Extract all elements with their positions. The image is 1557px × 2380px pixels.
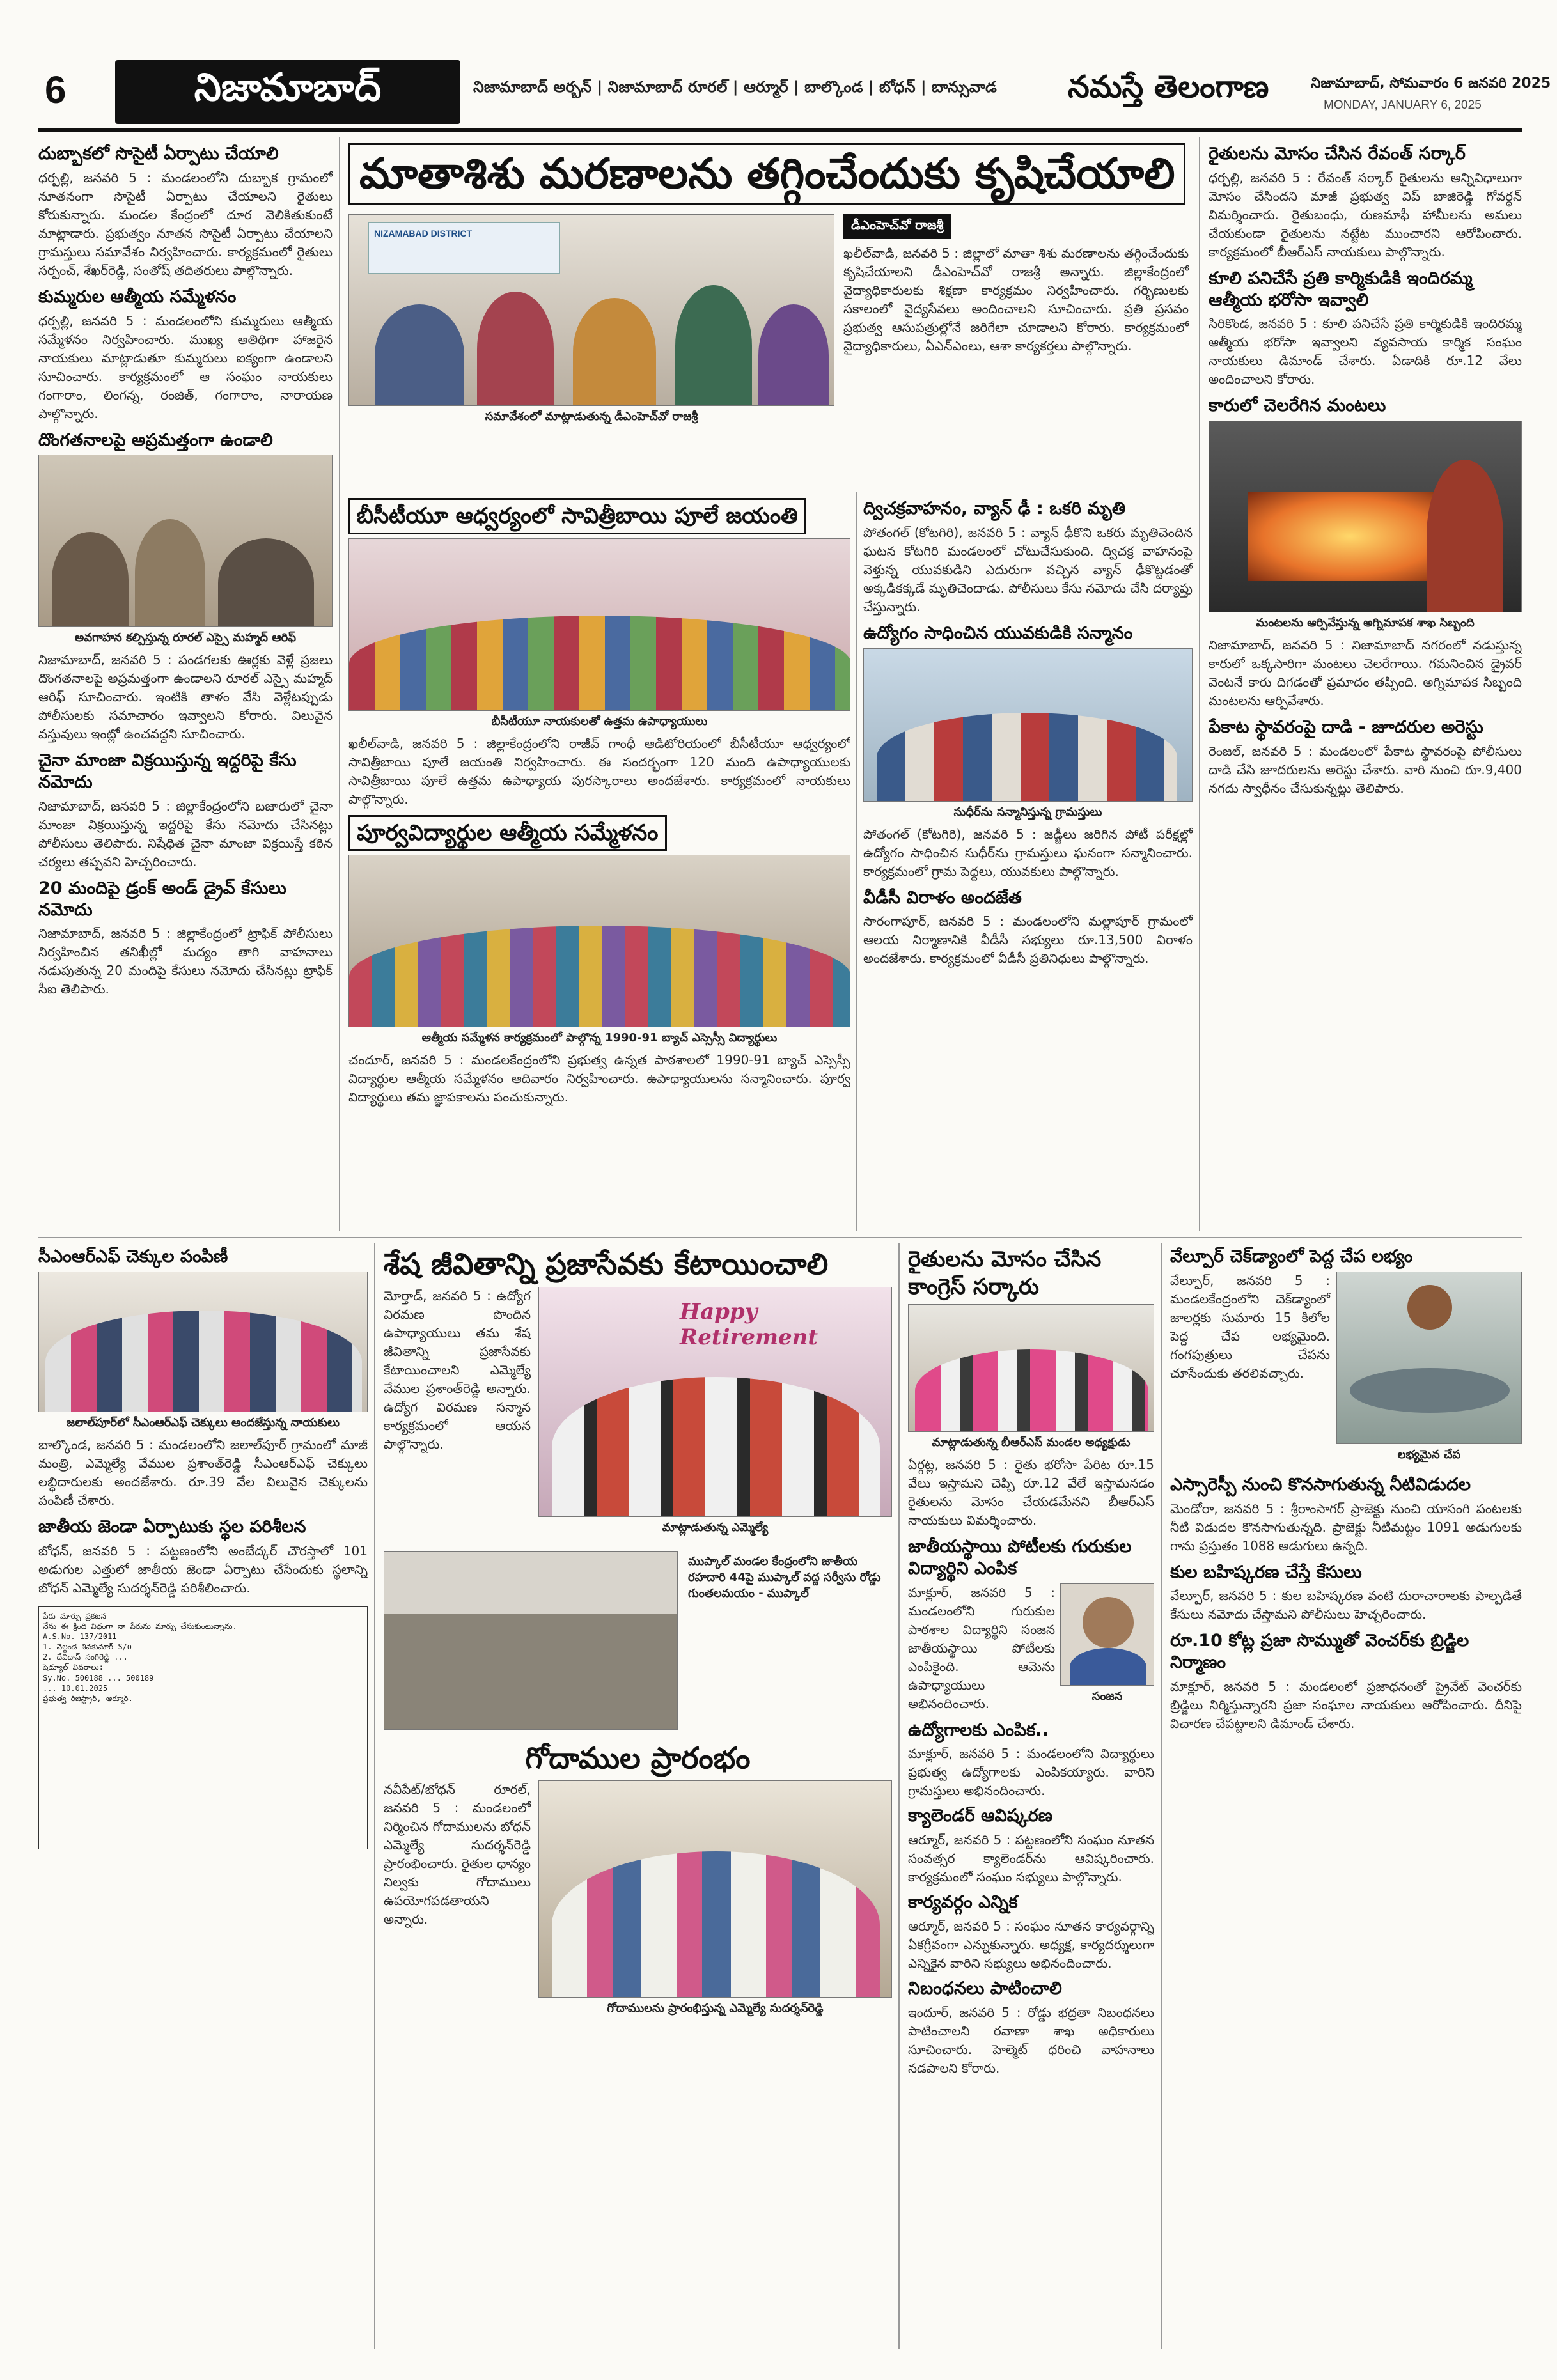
- article-body: పోతంగల్ (కోటగిరి), జనవరి 5 : వ్యాన్ ఢీకొని ఒకరు మృతిచెందిన ఘటన కోటగిరి మండలంలో చోటుచేసుకుంది. ద్విచక్ర వాహనంపై వెళ్తున్న యువకుడిని ఎదురుగా వచ్చిన వ్యాన్ ఢీకొట్టడంతో అక్కడికక్కడే మృతిచెందాడు. పోలీసులు కేసు నమోదు చేసి దర్యాప్తు చేస్తున్నారు.: [863, 524, 1193, 614]
- article-body: ఆర్మూర్, జనవరి 5 : పట్టణంలోని సంఘం నూతన సంవత్సర క్యాలెండర్‌ను ఆవిష్కరించారు. కార్యక్రమంలో సంఘం సభ్యులు పాల్గొన్నారు.: [908, 1832, 1154, 1885]
- bottom-column-1: [38, 1243, 368, 2349]
- article-body: మోర్తాడ్, జనవరి 5 : ఉద్యోగ విరమణ పొందిన ఉపాధ్యాయులు తమ శేష జీవితాన్ని ప్రజాసేవకు కేటాయించాలని ఎమ్మెల్యే వేముల ప్రశాంత్‌రెడ్డి అన్నారు. ఉద్యోగ విరమణ సన్మాన కార్యక్రమంలో ఆయన పాల్గొన్నారు.: [384, 1287, 531, 1452]
- photo-caption: సుధీర్‌ను సన్మానిస్తున్న గ్రామస్తులు: [953, 805, 1102, 819]
- article-body: నిజామాబాద్, జనవరి 5 : నిజామాబాద్ నగరంలో నడుస్తున్న కారులో ఒక్కసారిగా మంటలు చెలరేగాయి. గమనించిన డ్రైవర్ వెంటనే కారు దిగడంతో ప్రమాదం తప్పింది. అగ్నిమాపక సిబ్బంది మంటలను ఆర్పివేశారు.: [1209, 637, 1522, 708]
- photo-caption: సంజన: [1091, 1689, 1123, 1703]
- article-body: ధర్పల్లి, జనవరి 5 : మండలంలోని కుమ్మరులు ఆత్మీయ సమ్మేళనం నిర్వహించారు. ముఖ్య అతిథిగా హాజరైన నాయకులు మాట్లాడుతూ కుమ్మరులు ఐక్యంగా ఉండాలని సూచించారు. కార్యక్రమంలో ఆ సంఘం నాయకులు గంగారాం, లింగన్న, రంజిత్, గంగారాం, నారాయణ పాల్గొన్నారు.: [38, 313, 333, 421]
- article-body: వేల్పూర్, జనవరి 5 : కుల బహిష్కరణ వంటి దురాచారాలకు పాల్పడితే కేసులు నమోదు చేస్తామని పోలీసులు హెచ్చరించారు.: [1170, 1588, 1522, 1622]
- center-column: [348, 495, 850, 1231]
- right-column: [1209, 141, 1522, 1227]
- article-body: ధర్పల్లి, జనవరి 5 : రేవంత్ సర్కార్ రైతులను అన్నివిధాలుగా మోసం చేసిందని మాజీ ప్రభుత్వ విప్ బాజిరెడ్డి గోవర్ధన్ విమర్శించారు. రైతుబంధు, రుణమాఫీ హామీలను అమలు చేయకుండా రైతులను నట్టేట ముంచారని ఆరోపించారు. కార్యక్రమంలో బీఆర్‌ఎస్ నాయకులు పాల్గొన్నారు.: [1209, 169, 1522, 260]
- photo-caption: జలాల్‌పూర్‌లో సీఎంఆర్‌ఎఫ్ చెక్కులు అందజేస్తున్న నాయకులు: [67, 1415, 340, 1429]
- article-body: బోధన్, జనవరి 5 : పట్టణంలోని అంబేద్కర్ చౌరస్తాలో 101 అడుగుల ఎత్తులో జాతీయ జెండా ఏర్పాటు చేసేందుకు స్థలాన్ని బోధన్ ఎమ్మెల్యే సుదర్శన్‌రెడ్డి పరిశీలించారు.: [38, 1543, 368, 1596]
- page-number: 6: [45, 68, 67, 111]
- article-body: మాక్లూర్, జనవరి 5 : మండలంలోని విద్యార్థులు ప్రభుత్వ ఉద్యోగాలకు ఎంపికయ్యారు. వారిని గ్రామస్తులు అభినందించారు.: [908, 1746, 1154, 1799]
- headline: కుల బహిష్కరణ చేస్తే కేసులు: [1170, 1562, 1362, 1582]
- lead-headline: మాతాశిశు మరణాలను తగ్గించేందుకు కృషిచేయాలి: [348, 143, 1185, 205]
- article-body: ఏర్గట్ల, జనవరి 5 : రైతు భరోసా పేరిట రూ.15 వేలు ఇస్తామని చెప్పి రూ.12 వేలే ఇస్తామనడం రైతులను మోసం చేయడమేనని బీఆర్‌ఎస్ నాయకులు విమర్శించారు.: [908, 1457, 1154, 1528]
- headline: బీసీటీయూ ఆధ్వర్యంలో సావిత్రీబాయి పూలే జయంతి: [348, 498, 806, 534]
- article-body: పోతంగల్ (కోటగిరి), జనవరి 5 : జడ్జీలు జరిగిన పోటీ పరీక్షల్లో ఉద్యోగం సాధించిన సుధీర్‌ను గ్రామస్తులు ఘనంగా సన్మానించారు. కార్యక్రమంలో గ్రామ పెద్దలు, యువకులు పాల్గొన్నారు.: [863, 826, 1193, 879]
- section-rule: [38, 1237, 1522, 1238]
- photo-caption: ఆత్మీయ సమ్మేళన కార్యక్రమంలో పాల్గొన్న 1990-91 బ్యాచ్ ఎస్సెస్సీ విద్యార్థులు: [421, 1031, 778, 1045]
- photo-caption: ముప్కాల్ మండల కేంద్రంలోని జాతీయ రహదారి 44పై ముప్కాల్ వద్ద సర్వీసు రోడ్డు గుంతలమయం - ముప్కాల్: [688, 1554, 881, 1600]
- headline: సీఎంఆర్‌ఎఫ్ చెక్కుల పంపిణీ: [38, 1247, 228, 1266]
- article-body: ఖలీల్‌వాడి, జనవరి 5 : జిల్లాకేంద్రంలోని రాజీవ్ గాంధీ ఆడిటోరియంలో బీసీటీయూ ఆధ్వర్యంలో సావిత్రీబాయి పూలే జయంతి నిర్వహించారు. ఈ సందర్భంగా 120 మంది ఉపాధ్యాయులకు సావిత్రీబాయి పూలే ఉత్తమ ఉపాధ్యాయ పురస్కారాలు అందజేశారు. కార్యక్రమంలో నాయకులు పాల్గొన్నారు.: [348, 735, 850, 807]
- headline: దుబ్బాకలో సొసైటీ ఏర్పాటు చేయాలి: [38, 144, 279, 164]
- article-body: ఖలీల్‌వాడి, జనవరి 5 : జిల్లాలో మాతా శిశు మరణాలను తగ్గించేందుకు కృషిచేయాలని డీఎంహెచ్‌వో రాజశ్రీ అన్నారు. జిల్లాకేంద్రంలో వైద్యాధికారులకు శిక్షణా కార్యక్రమం నిర్వహించారు. గర్భిణులకు సకాలంలో వైద్యసేవలు అందించాలని సూచించారు. ప్రతి ప్రసవం ప్రభుత్వ ఆసుపత్రుల్లోనే జరిగేలా చూడాలని కోరారు. కార్యక్రమంలో వైద్యాధికారులు, ఏఎన్‌ఎంలు, ఆశా కార్యకర్తలు పాల్గొన్నారు.: [843, 245, 1189, 354]
- article-body: చందూర్, జనవరి 5 : మండలకేంద్రంలోని ప్రభుత్వ ఉన్నత పాఠశాలలో 1990-91 బ్యాచ్ ఎస్సెస్సీ విద్యార్థుల ఆత్మీయ సమ్మేళనం ఆదివారం నిర్వహించారు. ఉపాధ్యాయులను సన్మానించారు. పూర్వ విద్యార్థులు తమ జ్ఞాపకాలను పంచుకున్నారు.: [348, 1052, 850, 1105]
- subsection-list: నిజామాబాద్ అర్బన్ | నిజామాబాద్ రూరల్ | ఆర్మూర్ | బాల్కొండ | బోధన్ | బాన్సువాడ: [473, 78, 997, 96]
- article-body: ఆర్మూర్, జనవరి 5 : సంఘం నూతన కార్యవర్గాన్ని ఏకగ్రీవంగా ఎన్నుకున్నారు. అధ్యక్ష, కార్యదర్శులుగా ఎన్నికైన వారిని సభ్యులు అభినందించారు.: [908, 1918, 1154, 1971]
- headline: నిబంధనలు పాటించాలి: [908, 1978, 1062, 1998]
- column-rule: [374, 1243, 375, 2349]
- headline: వీడీసీ విరాళం అందజేత: [863, 887, 1022, 908]
- news-photo: [348, 538, 850, 711]
- headline: జాతీయ జెండా ఏర్పాటుకు స్థల పరిశీలన: [38, 1516, 306, 1537]
- photo-caption: గోదాములను ప్రారంభిస్తున్న ఎమ్మెల్యే సుదర్శన్‌రెడ్డి: [607, 2002, 824, 2015]
- article-body: మాక్లూర్, జనవరి 5 : మండలంలో ప్రజాధనంతో ప్రైవేట్ వెంచర్‌కు బ్రిడ్జిలు నిర్మిస్తున్నారని ప్రజా సంఘాల నాయకులు ఆరోపించారు. దీనిపై విచారణ చేపట్టాలని డిమాండ్ చేశారు.: [1170, 1678, 1522, 1731]
- photo-caption: సమావేశంలో మాట్లాడుతున్న డీఎంహెచ్‌వో రాజశ్రీ: [485, 409, 698, 423]
- news-photo: [863, 648, 1193, 802]
- headline: క్యాలెండర్ ఆవిష్కరణ: [908, 1806, 1053, 1826]
- student-photo: [1060, 1583, 1154, 1686]
- headline: ఎస్సారెస్పీ నుంచి కొనసాగుతున్న నీటివిడుదల: [1170, 1474, 1471, 1495]
- headline: పేకాట స్థావరంపై దాడి - జూదరుల అరెస్టు: [1209, 717, 1483, 737]
- photo-caption: మంటలను ఆర్పివేస్తున్న అగ్నిమాపక శాఖ సిబ్బంది: [1256, 616, 1475, 630]
- news-photo: [348, 855, 850, 1027]
- headline: వేల్పూర్ చెక్‌డ్యాంలో పెద్ద చేప లభ్యం: [1170, 1247, 1413, 1266]
- article-body: మాక్లూర్, జనవరి 5 : మండలంలోని గురుకుల పాఠశాల విద్యార్థిని సంజన జాతీయస్థాయి పోటీలకు ఎంపికైంది. ఆమెను ఉపాధ్యాయులు అభినందించారు.: [908, 1584, 1055, 1711]
- headline: శేష జీవితాన్ని ప్రజాసేవకు కేటాయించాలి: [384, 1247, 829, 1281]
- headline: కారులో చెలరేగిన మంటలు: [1209, 396, 1386, 416]
- date-english: MONDAY, JANUARY 6, 2025: [1324, 98, 1482, 112]
- headline: ఉద్యోగం సాధించిన యువకుడికి సన్మానం: [863, 623, 1133, 643]
- road-photo: [384, 1551, 678, 1730]
- article-body: నిజామాబాద్, జనవరి 5 : జిల్లాకేంద్రంలోని బజారులో చైనా మాంజా విక్రయిస్తున్న ఇద్దరిపై కేసు నమోదు చేసినట్లు పోలీసులు తెలిపారు. నిషేధిత చైనా మాంజా విక్రయిస్తే కఠిన చర్యలు తప్పవని హెచ్చరించారు.: [38, 798, 333, 869]
- bottom-column-3: [908, 1243, 1154, 2349]
- news-photo: [1209, 421, 1522, 612]
- right-inner-column: [863, 495, 1193, 1231]
- bottom-column-4: [1170, 1243, 1522, 2349]
- headline: జాతీయస్థాయి పోటీలకు గురుకుల విద్యార్థిని ఎంపిక: [908, 1537, 1132, 1578]
- fish-photo: [1336, 1272, 1522, 1444]
- headline: రూ.10 కోట్ల ప్రజా సొమ్ముతో వెంచర్‌కు బ్రిడ్జిల నిర్మాణం: [1170, 1631, 1469, 1672]
- photo-caption: లభ్యమైన చేప: [1397, 1447, 1461, 1461]
- left-column: [38, 141, 333, 1227]
- article-body: మెండోరా, జనవరి 5 : శ్రీరాంసాగర్ ప్రాజెక్టు నుంచి యాసంగి పంటలకు నీటి విడుదల కొనసాగుతున్నది. ప్రాజెక్టు నీటిమట్టం 1091 అడుగులకు గాను ప్రస్తుతం 1088 అడుగులు ఉన్నది.: [1170, 1500, 1522, 1553]
- article-body: ధర్పల్లి, జనవరి 5 : మండలంలోని దుబ్బాక గ్రామంలో నూతనంగా సొసైటీ ఏర్పాటు చేయాలని రైతులు కోరుకున్నారు. మండల కేంద్రంలో దూర వెలికితుకుంటే మాట్లాడారు. ప్రభుత్వం నూతన సొసైటీ ఏర్పాటు చేయాలని గ్రామస్తులు సమావేశం నిర్వహించారు. కార్యక్రమంలో రైతులు సర్పంచ్, శేఖర్‌రెడ్డి, సంతోష్ తదితరులు పాల్గొన్నారు.: [38, 169, 333, 278]
- column-rule: [1199, 137, 1200, 1231]
- article-body: నిజామాబాద్, జనవరి 5 : జిల్లాకేంద్రంలో ట్రాఫిక్ పోలీసులు నిర్వహించిన తనిఖీల్లో మద్యం తాగి వాహనాలు నడుపుతున్న 20 మందిపై కేసులు నమోదు చేసినట్లు ట్రాఫిక్ సీఐ తెలిపారు.: [38, 926, 333, 997]
- lead-story: [348, 141, 1193, 486]
- headline: 20 మందిపై డ్రంక్ అండ్ డ్రైవ్ కేసులు నమోదు: [38, 878, 287, 920]
- column-rule: [339, 137, 340, 1231]
- article-body: సిరికొండ, జనవరి 5 : కూలి పనిచేసే ప్రతి కార్మికుడికి ఇందిరమ్మ ఆత్మీయ భరోసా ఇవ్వాలని వ్యవసాయ కార్మిక సంఘం నాయకులు డిమాండ్ చేశారు. ఏడాదికి రూ.12 వేలు అందించాలని కోరారు.: [1209, 316, 1522, 387]
- headline: రైతులను మోసం చేసిన కాంగ్రెస్ సర్కారు: [908, 1247, 1102, 1300]
- photo-caption: అవగాహన కల్పిస్తున్న రూరల్ ఎస్సై మహ్మద్ ఆరిఫ్: [74, 631, 297, 645]
- event-banner: NIZAMABAD DISTRICT: [368, 222, 560, 274]
- lead-photo: [348, 214, 834, 406]
- legal-notice: పేరు మార్పు ప్రకటన నేను ఈ క్రింది విధంగా నా పేరును మార్పు చేసుకుంటున్నాను. A.S.No. 137/2011 1. వెల్దండ శివకుమార్ S/o 2. దేవిదాస్ సంగిరెడ్డి ... షెడ్యూల్ వివరాలు: Sy.No. 500188 ... 500189 ... 10.01.2025 ప్రభుత్వ రిజిస్ట్రార్, ఆర్మూర్.: [38, 1606, 368, 1849]
- photo-caption: మాట్లాడుతున్న బీఆర్‌ఎస్ మండల అధ్యక్షుడు: [932, 1436, 1131, 1449]
- byline: డీఎంహెచ్‌వో రాజశ్రీ: [843, 214, 951, 239]
- headline: దొంగతనాలపై అప్రమత్తంగా ఉండాలి: [38, 430, 273, 450]
- headline: గోదాముల ప్రారంభం: [525, 1740, 751, 1775]
- news-photo: [538, 1287, 892, 1517]
- news-photo: [38, 455, 333, 627]
- column-rule: [1161, 1243, 1162, 2349]
- headline: రైతులను మోసం చేసిన రేవంత్ సర్కార్: [1209, 144, 1466, 164]
- column-rule: [898, 1243, 900, 2349]
- article-body: వేల్పూర్, జనవరి 5 : మండలకేంద్రంలోని చెక్‌డ్యాంలో జాలర్లకు సుమారు 15 కిలోల పెద్ద చేప లభ్యమైంది. గంగపుత్రులు చేపను చూసేందుకు తరలివచ్చారు.: [1170, 1272, 1330, 1381]
- headline: కూలి పనిచేసే ప్రతి కార్మికుడికి ఇందిరమ్మ ఆత్మీయ భరోసా ఇవ్వాలి: [1209, 268, 1473, 310]
- retirement-banner: Happy Retirement: [680, 1298, 818, 1350]
- headline: ఉద్యోగాలకు ఎంపిక..: [908, 1720, 1049, 1740]
- news-photo: [38, 1272, 368, 1412]
- headline: కుమ్మరుల ఆత్మీయ సమ్మేళనం: [38, 286, 237, 307]
- headline: కార్యవర్గం ఎన్నిక: [908, 1892, 1018, 1912]
- article-body: రెంజల్, జనవరి 5 : మండలంలో పేకాట స్థావరంపై పోలీసులు దాడి చేసి జూదరులను అరెస్టు చేశారు. వారి నుంచి రూ.9,400 నగదు స్వాధీనం చేసుకున్నట్లు తెలిపారు.: [1209, 743, 1522, 796]
- photo-caption: బీసీటీయూ నాయకులతో ఉత్తమ ఉపాధ్యాయులు: [491, 714, 708, 728]
- article-body: సారంగాపూర్, జనవరి 5 : మండలంలోని మల్లాపూర్ గ్రామంలో ఆలయ నిర్మాణానికి వీడీసీ సభ్యులు రూ.13,500 విరాళం అందజేశారు. కార్యక్రమంలో వీడీసీ ప్రతినిధులు పాల్గొన్నారు.: [863, 914, 1193, 967]
- masthead-rule: [38, 128, 1522, 132]
- news-photo: [908, 1304, 1154, 1432]
- article-body: నిజామాబాద్, జనవరి 5 : పండగలకు ఊర్లకు వెళ్లే ప్రజలు దొంగతనాలపై అప్రమత్తంగా ఉండాలని రూరల్ ఎస్సై మహ్మద్ ఆరిఫ్ సూచించారు. ఇంటికి తాళం వేసి వెళ్లేటప్పుడు పోలీసులకు సమాచారం ఇవ్వాలని కోరారు. విలువైన వస్తువులు ఇంట్లో ఉంచవద్దని సూచించారు.: [38, 652, 333, 742]
- article-body: నవీపేట్/బోధన్ రూరల్, జనవరి 5 : మండలంలో నిర్మించిన గోదాములను బోధన్ ఎమ్మెల్యే సుదర్శన్‌రెడ్డి ప్రారంభించారు. రైతుల ధాన్యం నిల్వకు గోదాములు ఉపయోగపడతాయని అన్నారు.: [384, 1782, 531, 1927]
- article-body: ఇందూర్, జనవరి 5 : రోడ్డు భద్రతా నిబంధనలు పాటించాలని రవాణా శాఖ అధికారులు సూచించారు. హెల్మెట్ ధరించి వాహనాలు నడపాలని కోరారు.: [908, 2004, 1154, 2076]
- column-rule: [856, 492, 857, 1231]
- headline: పూర్వవిద్యార్థుల ఆత్మీయ సమ్మేళనం: [348, 815, 667, 852]
- bottom-column-2: [384, 1243, 892, 2349]
- masthead: [38, 56, 1551, 127]
- article-body: బాల్కొండ, జనవరి 5 : మండలంలోని జలాల్‌పూర్ గ్రామంలో మాజీ మంత్రి, ఎమ్మెల్యే వేముల ప్రశాంత్‌రెడ్డి సీఎంఆర్‌ఎఫ్ చెక్కులు లబ్ధిదారులకు అందజేశారు. రూ.39 వేల విలువైన చెక్కులను పంపిణీ చేశారు.: [38, 1436, 368, 1508]
- newspaper-name: నమస్తే తెలంగాణ: [1068, 69, 1269, 105]
- headline: ద్విచక్రవాహనం, వ్యాన్ ఢీ : ఒకరి మృతి: [863, 499, 1125, 518]
- date-telugu: నిజామాబాద్, సోమవారం 6 జనవరి 2025: [1311, 75, 1551, 91]
- photo-caption: మాట్లాడుతున్న ఎమ్మెల్యే: [662, 1520, 769, 1534]
- news-photo: [538, 1780, 892, 1998]
- section-title: నిజామాబాద్: [115, 60, 460, 124]
- headline: చైనా మాంజా విక్రయిస్తున్న ఇద్దరిపై కేసు నమోదు: [38, 751, 297, 792]
